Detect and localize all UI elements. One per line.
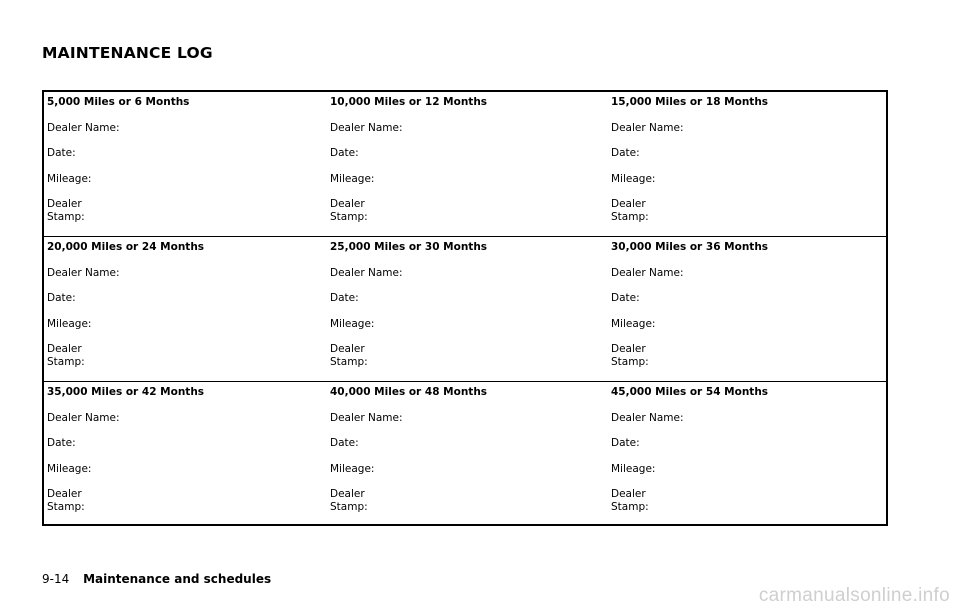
dealer-name-label: Dealer Name: (47, 266, 120, 279)
log-entry-cell (327, 92, 608, 237)
dealer-name-label: Dealer Name: (611, 411, 684, 424)
dealer-name-label: Dealer Name: (611, 121, 684, 134)
dealer-stamp-label: Dealer Stamp: (47, 488, 85, 513)
page-footer (42, 572, 271, 586)
log-entry-cell (44, 382, 327, 524)
mileage-label: Mileage: (330, 317, 375, 330)
dealer-name-label: Dealer Name: (330, 266, 403, 279)
section-title: Maintenance and schedules (83, 572, 272, 586)
date-label: Date: (330, 437, 359, 449)
dealer-stamp-label: Dealer Stamp: (611, 343, 649, 368)
dealer-name-label: Dealer Name: (47, 121, 120, 134)
date-label: Date: (47, 292, 76, 304)
dealer-stamp-label: Dealer Stamp: (330, 198, 368, 223)
mileage-label: Mileage: (611, 462, 656, 475)
log-entry-cell (608, 382, 886, 524)
interval-heading: 5,000 Miles or 6 Months (47, 96, 190, 108)
date-label: Date: (330, 147, 359, 159)
dealer-name-label: Dealer Name: (330, 121, 403, 134)
mileage-label: Mileage: (611, 172, 656, 185)
interval-heading: 15,000 Miles or 18 Months (611, 96, 769, 108)
log-entry-cell (608, 237, 886, 382)
interval-heading: 40,000 Miles or 48 Months (330, 386, 488, 398)
date-label: Date: (47, 437, 76, 449)
dealer-name-label: Dealer Name: (330, 411, 403, 424)
interval-heading: 35,000 Miles or 42 Months (47, 386, 205, 398)
dealer-stamp-label: Dealer Stamp: (330, 343, 368, 368)
mileage-label: Mileage: (330, 462, 375, 475)
log-entry-cell (327, 382, 608, 524)
log-entry-cell (44, 237, 327, 382)
interval-heading: 45,000 Miles or 54 Months (611, 386, 769, 398)
page-title: MAINTENANCE LOG (42, 44, 213, 62)
mileage-label: Mileage: (47, 317, 92, 330)
dealer-stamp-label: Dealer Stamp: (611, 198, 649, 223)
dealer-stamp-label: Dealer Stamp: (47, 343, 85, 368)
dealer-stamp-label: Dealer Stamp: (611, 488, 649, 513)
mileage-label: Mileage: (611, 317, 656, 330)
date-label: Date: (611, 147, 640, 159)
interval-heading: 30,000 Miles or 36 Months (611, 241, 769, 253)
date-label: Date: (47, 147, 76, 159)
dealer-stamp-label: Dealer Stamp: (47, 198, 85, 223)
mileage-label: Mileage: (47, 172, 92, 185)
date-label: Date: (611, 292, 640, 304)
maintenance-log-table (42, 90, 888, 526)
dealer-name-label: Dealer Name: (47, 411, 120, 424)
date-label: Date: (330, 292, 359, 304)
dealer-name-label: Dealer Name: (611, 266, 684, 279)
watermark: carmanualsonline.info (758, 585, 950, 606)
mileage-label: Mileage: (330, 172, 375, 185)
log-entry-cell (44, 92, 327, 237)
interval-heading: 25,000 Miles or 30 Months (330, 241, 488, 253)
page-number: 9-14 (42, 572, 70, 586)
mileage-label: Mileage: (47, 462, 92, 475)
log-entry-cell (608, 92, 886, 237)
log-entry-cell (327, 237, 608, 382)
date-label: Date: (611, 437, 640, 449)
interval-heading: 20,000 Miles or 24 Months (47, 241, 205, 253)
interval-heading: 10,000 Miles or 12 Months (330, 96, 488, 108)
dealer-stamp-label: Dealer Stamp: (330, 488, 368, 513)
